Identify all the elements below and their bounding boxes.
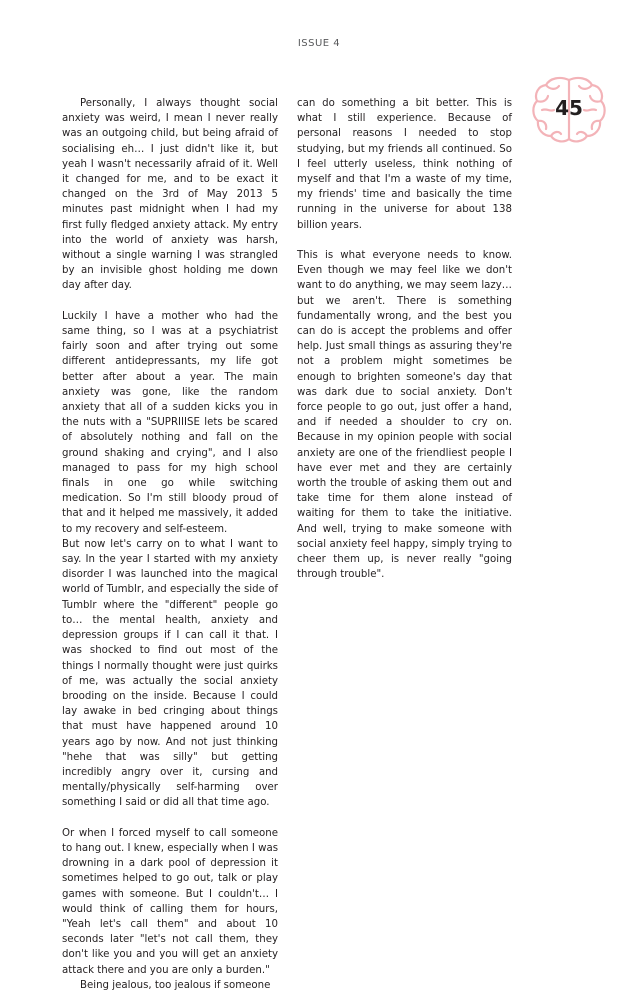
paragraph: But now let's carry on to what I want to say. In the year I started with my anxiety disorder I was launched into the magical world of Tumblr, and especially the side of Tumblr where the "different" people go to… the mental health, anxiety and depression groups if I can call it that. I was shocked to find out most of the things I normally thought were just quirks of me, was actually the social anxiety brooding on the inside. Because I could lay awake in bed cringing about things that must have happened around 10 years ago by now. And not just thinking "hehe that was silly" but getting incredibly angry over it, cursing and mentally/physically self-harming over something I said or did all that time ago.	[62, 538, 278, 809]
paragraph: Personally, I always thought social anxiety was weird, I mean I never really was an outgoing child, but being afraid of socialising eh… I just didn't like it, but yeah I wasn't necessarily afraid of it. Well it changed for me, and to be exact it changed on the 3rd of May 2013 5 minutes past midnight when I had my first fully fledged anxiety attack. My entry into the world of anxiety was harsh, without a single warning I was strangled by an invisible ghost holding me down day after day.	[62, 98, 278, 292]
paragraph: Luckily I have a mother who had the same thing, so I was at a psychiatrist fairly soon and after trying out some different antidepressants, my life got better after about a year. The main anxiety was gone, like the random anxiety that all of a sudden kicks you in the nuts with a "SUPRIIISE lets be scared of absolutely nothing and fall on the ground shaking and crying", and I also managed to pass for my high school finals in one go while switching medication. So I'm still bloody proud of that and it helped me massively, it added to my recovery and self-esteem.	[62, 310, 278, 535]
article-left-column	[62, 96, 278, 993]
page-number-badge	[530, 72, 608, 148]
paragraph: Or when I forced myself to call someone to hang out. I knew, especially when I was drowning in a dark pool of depression it sometimes helped to go out, talk or play games with someone. But I couldn't… I would think of calling them for hours, "Yeah let's call them" and about 10 seconds later "let's not call them, they don't like you and you will get an anxiety attack there and you are only a burden."	[62, 827, 278, 976]
paragraph: This is what everyone needs to know. Even though we may feel like we don't want to do anything, we may seem lazy… but we aren't. There is something fundamentally wrong, and the best you can do is accept the problems and offer help. Just small things as assuring they're not a problem might sometimes be enough to brighten someone's day that was dark due to social anxiety. Don't force people to go out, just offer a hand, and if needed a shoulder to cry on. Because in my opinion people with social anxiety are one of the friendliest people I have ever met and they are certainly worth the trouble of asking them out and take time for them alone instead of waiting for them to take the initiative. And well, trying to make someone with social anxiety feel happy, simply trying to cheer them up, is never really "going through trouble".	[297, 250, 512, 581]
page-number: 45	[555, 96, 583, 120]
paragraph: can do something a bit better. This is what I still experience. Because of personal reasons I needed to stop studying, but my friends all continued. So I feel utterly useless, think nothing of myself and that I'm a waste of my time, my friends' time and basically the time running in the universe for about 138 billion years.	[297, 98, 512, 231]
article-right-column	[297, 96, 512, 582]
issue-header: ISSUE 4	[297, 38, 341, 49]
paragraph: Being jealous, too jealous if someone	[80, 979, 271, 991]
